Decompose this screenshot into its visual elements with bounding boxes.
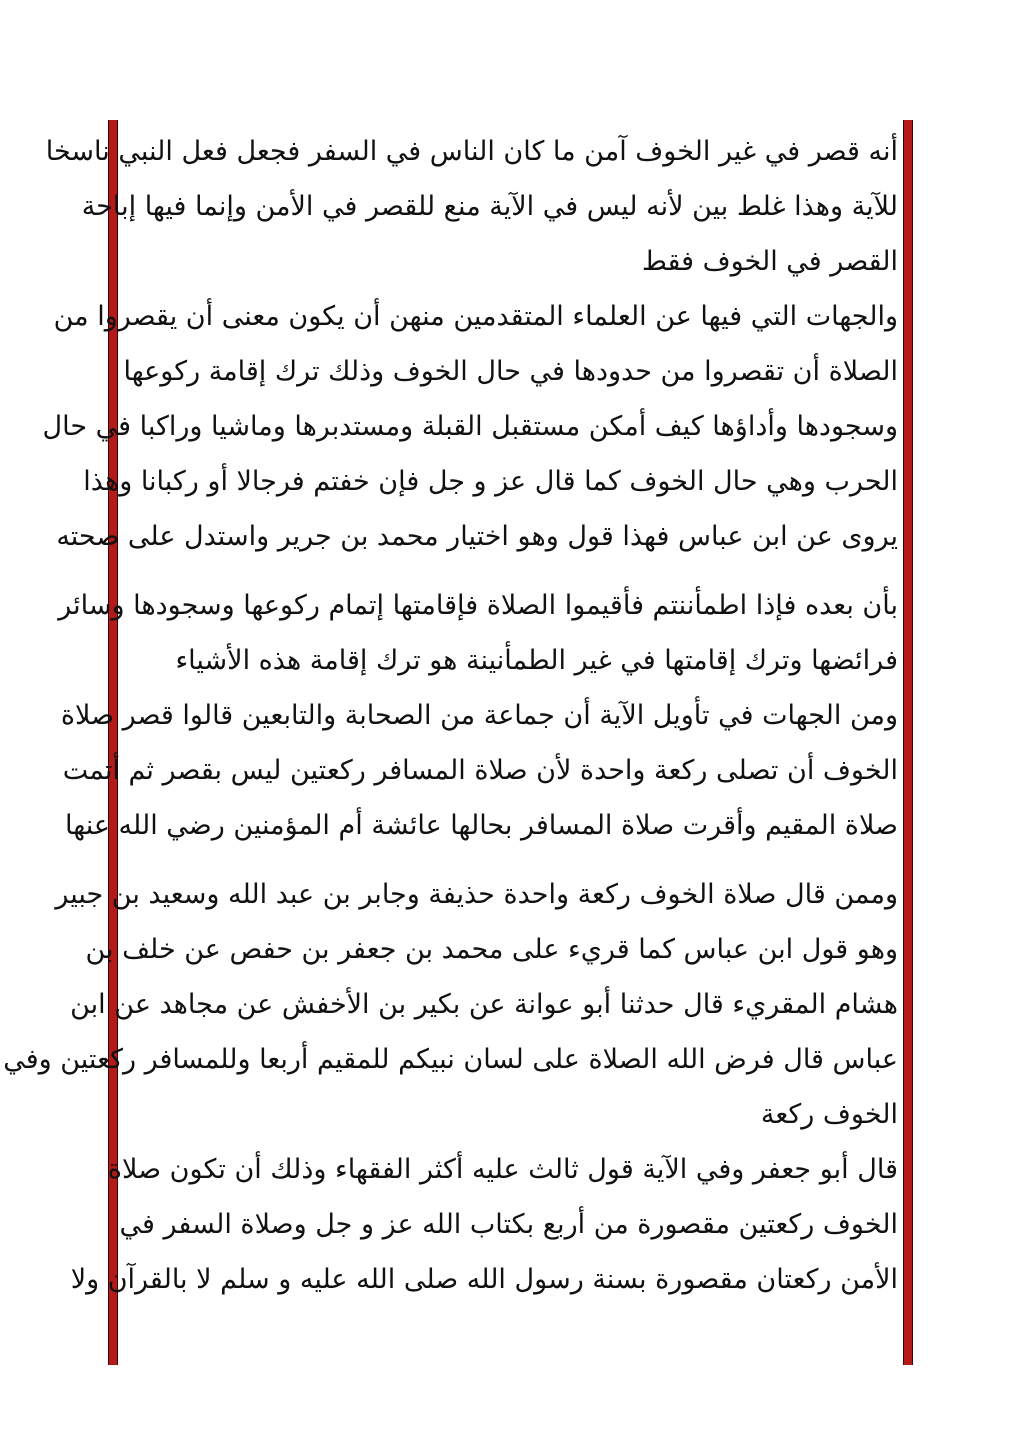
text-line: للآية وهذا غلط بين لأنه ليس في الآية منع للقصر في الأمن وإنما فيها إباحة (81, 191, 898, 222)
text-line: الخوف ركعة (760, 1099, 898, 1130)
paragraph-block-3 (3, 867, 898, 1307)
text-line: وممن قال صلاة الخوف ركعة واحدة حذيفة وجابر بن عبد الله وسعيد بن جبير (55, 879, 898, 910)
text-line: الحرب وهي حال الخوف كما قال عز و جل فإن خفتم فرجالا أو ركبانا وهذا (83, 466, 898, 497)
paragraph-block-2 (58, 578, 898, 853)
paragraph-block-1 (42, 124, 898, 564)
text-line: أنه قصر في غير الخوف آمن ما كان الناس في السفر فجعل فعل النبي ناسخا (45, 136, 898, 167)
text-line: الخوف أن تصلى ركعة واحدة لأن صلاة المسافر ركعتين ليس بقصر ثم أتمت (62, 755, 898, 786)
text-line: فرائضها وترك إقامتها في غير الطمأنينة هو ترك إقامة هذه الأشياء (175, 645, 898, 676)
text-line: الخوف ركعتين مقصورة من أربع بكتاب الله عز و جل وصلاة السفر في (119, 1209, 898, 1240)
text-line: القصر في الخوف فقط (641, 246, 898, 277)
text-line: ومن الجهات في تأويل الآية أن جماعة من الصحابة والتابعين قالوا قصر صلاة (60, 700, 898, 731)
text-line: الصلاة أن تقصروا من حدودها في حال الخوف وذلك ترك إقامة ركوعها (123, 356, 898, 387)
text-line: الأمن ركعتان مقصورة بسنة رسول الله صلى الله عليه و سلم لا بالقرآن ولا (70, 1264, 898, 1295)
right-frame-bar (903, 120, 913, 1365)
text-line: هشام المقريء قال حدثنا أبو عوانة عن بكير بن الأخفش عن مجاهد عن ابن (70, 989, 898, 1020)
paragraph-gap (120, 564, 898, 578)
text-line: بأن بعده فإذا اطمأننتم فأقيموا الصلاة فإقامتها إتمام ركوعها وسجودها وسائر (58, 590, 898, 621)
text-line: وسجودها وأداؤها كيف أمكن مستقبل القبلة ومستدبرها وماشيا وراكبا في حال (42, 411, 898, 442)
text-line: والجهات التي فيها عن العلماء المتقدمين منهن أن يكون معنى أن يقصروا من (53, 301, 898, 332)
body-text (3, 124, 898, 1307)
text-line: عباس قال فرض الله الصلاة على لسان نبيكم للمقيم أربعا وللمسافر ركعتين وفي (3, 1044, 898, 1075)
text-line: وهو قول ابن عباس كما قريء على محمد بن جعفر بن حفص عن خلف بن (85, 934, 898, 965)
text-line: يروى عن ابن عباس فهذا قول وهو اختيار محمد بن جرير واستدل على صحته (56, 521, 898, 552)
text-line: قال أبو جعفر وفي الآية قول ثالث عليه أكثر الفقهاء وذلك أن تكون صلاة (107, 1154, 898, 1185)
text-line: صلاة المقيم وأقرت صلاة المسافر بحالها عائشة أم المؤمنين رضي الله عنها (65, 810, 898, 841)
paragraph-gap (120, 853, 898, 867)
